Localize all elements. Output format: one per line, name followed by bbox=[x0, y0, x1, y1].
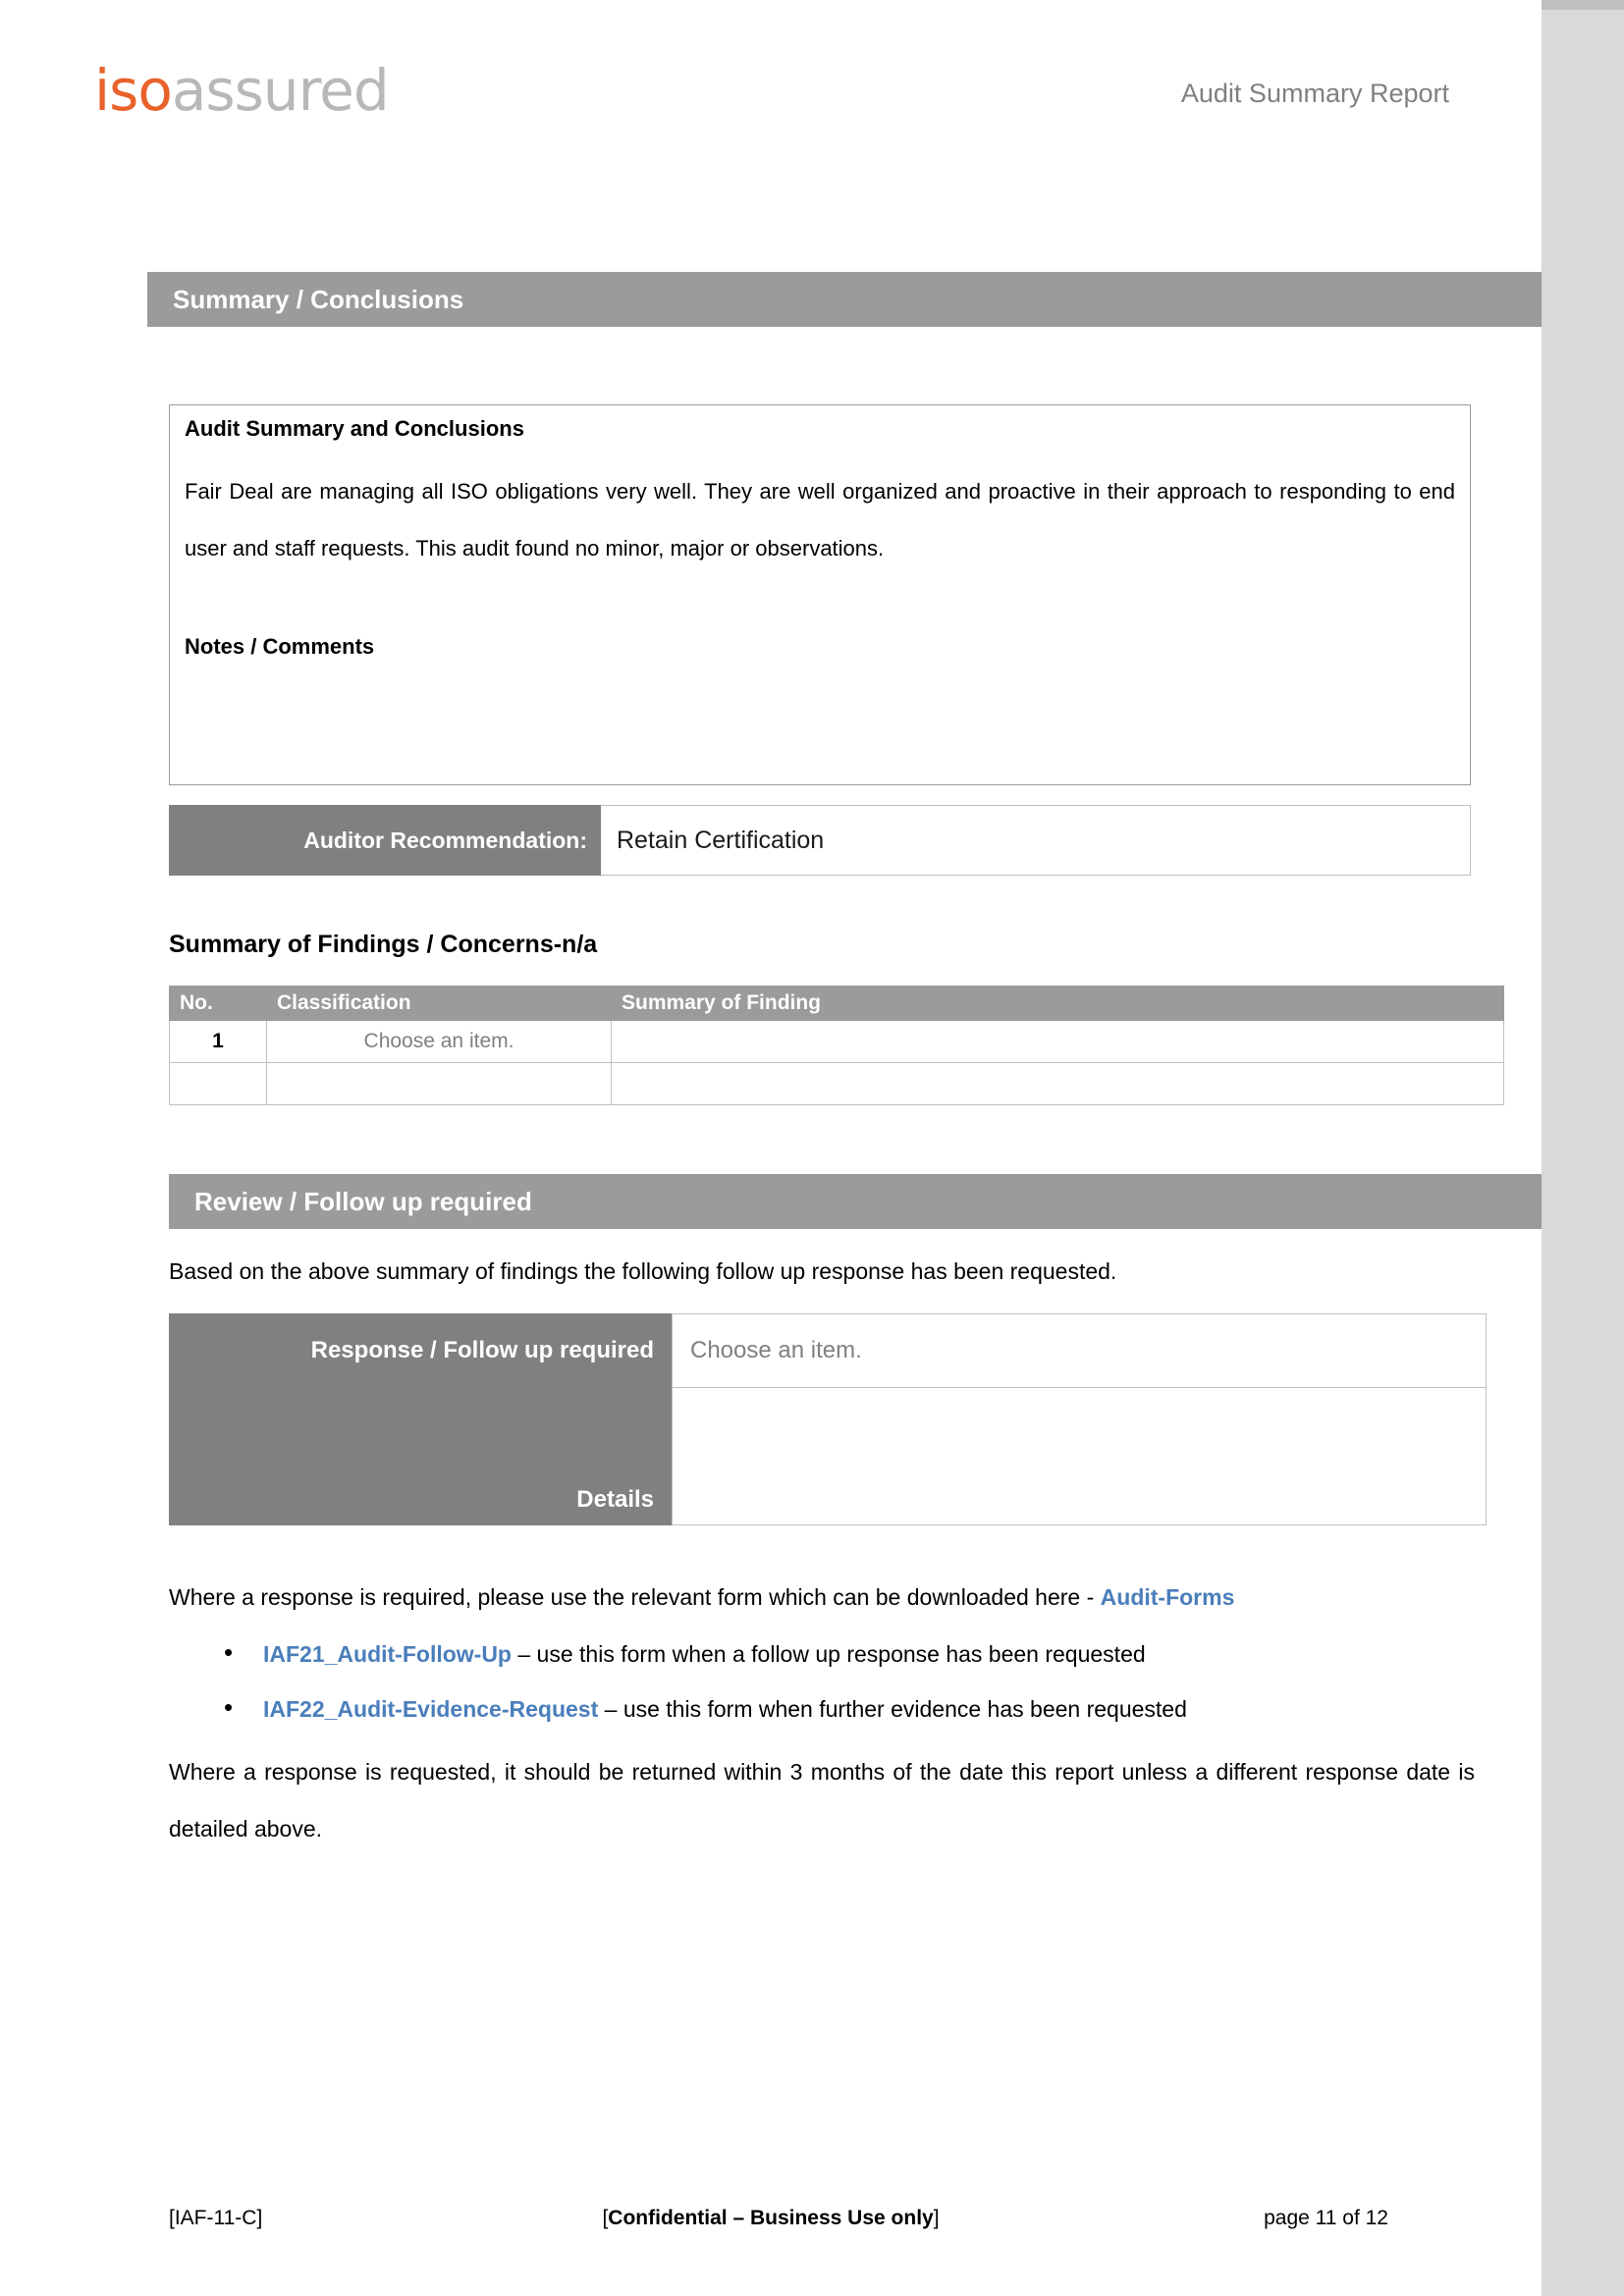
audit-summary-paragraph: Fair Deal are managing all ISO obligations very well. They are well organized and proactive in their approach to responding to end user and staff requests. This audit found no minor, major or observations. bbox=[185, 479, 1455, 561]
iaf22-audit-evidence-request-link[interactable]: IAF22_Audit-Evidence-Request bbox=[263, 1696, 599, 1722]
findings-row1-classification[interactable]: Choose an item. bbox=[267, 1021, 612, 1063]
findings-row1-summary[interactable] bbox=[612, 1021, 1504, 1063]
findings-row2-no bbox=[170, 1063, 267, 1105]
details-value[interactable] bbox=[672, 1388, 1487, 1525]
findings-row1-no: 1 bbox=[170, 1021, 267, 1063]
forms-bullet-list bbox=[169, 1637, 1475, 1747]
list-item bbox=[169, 1637, 1475, 1671]
findings-table bbox=[169, 986, 1504, 1105]
findings-row2-classification[interactable] bbox=[267, 1063, 612, 1105]
findings-col-no: No. bbox=[170, 987, 267, 1021]
logo-text-iso: iso bbox=[94, 57, 172, 124]
response-return-paragraph: Where a response is requested, it should be returned within 3 months of the date this report unless a different response date is detailed above. bbox=[169, 1759, 1475, 1842]
findings-table-header-row bbox=[170, 987, 1504, 1021]
list-item bbox=[169, 1692, 1475, 1726]
findings-section-title: Summary of Findings / Concerns-n/a bbox=[169, 931, 598, 958]
response-follow-up-value[interactable]: Choose an item. bbox=[672, 1313, 1487, 1388]
section-header-review-follow-up: Review / Follow up required bbox=[169, 1174, 1542, 1229]
iaf22-description: – use this form when further evidence has been requested bbox=[598, 1696, 1187, 1722]
isoassured-logo bbox=[94, 57, 389, 124]
footer-page-number: page 11 of 12 bbox=[1264, 2207, 1388, 2229]
iaf21-description: – use this form when a follow up response has been requested bbox=[511, 1641, 1146, 1667]
audit-summary-box bbox=[169, 404, 1471, 785]
auditor-recommendation-label: Auditor Recommendation: bbox=[169, 805, 601, 876]
footer-bracket-open: [ bbox=[602, 2207, 609, 2229]
table-row bbox=[170, 1063, 1504, 1105]
findings-col-classification: Classification bbox=[267, 987, 612, 1021]
findings-col-summary: Summary of Finding bbox=[612, 987, 1504, 1021]
review-intro-text: Based on the above summary of findings the following follow up response has been requested. bbox=[169, 1258, 1117, 1284]
where-response-required-text: Where a response is required, please use the relevant form which can be downloaded here - bbox=[169, 1584, 1101, 1610]
audit-forms-link[interactable]: Audit-Forms bbox=[1100, 1584, 1235, 1610]
notes-comments-heading: Notes / Comments bbox=[185, 634, 375, 659]
page-right-gutter-top bbox=[1542, 0, 1624, 10]
iaf21-audit-follow-up-link[interactable]: IAF21_Audit-Follow-Up bbox=[263, 1641, 512, 1667]
findings-row2-summary[interactable] bbox=[612, 1063, 1504, 1105]
table-row bbox=[170, 1021, 1504, 1063]
where-response-required-paragraph bbox=[169, 1580, 1475, 1614]
section-header-summary-conclusions: Summary / Conclusions bbox=[147, 272, 1542, 327]
details-label: Details bbox=[169, 1388, 672, 1525]
document-title: Audit Summary Report bbox=[1180, 79, 1449, 108]
footer-bracket-close: ] bbox=[933, 2207, 940, 2229]
logo-text-assured: assured bbox=[171, 57, 389, 124]
audit-summary-heading: Audit Summary and Conclusions bbox=[185, 416, 524, 441]
footer-document-code: [IAF-11-C] bbox=[169, 2207, 263, 2229]
footer-confidential-text: Confidential – Business Use only bbox=[608, 2207, 934, 2229]
page-right-gutter bbox=[1542, 0, 1624, 2296]
response-follow-up-label: Response / Follow up required bbox=[169, 1313, 672, 1388]
auditor-recommendation-value[interactable]: Retain Certification bbox=[601, 805, 1471, 876]
